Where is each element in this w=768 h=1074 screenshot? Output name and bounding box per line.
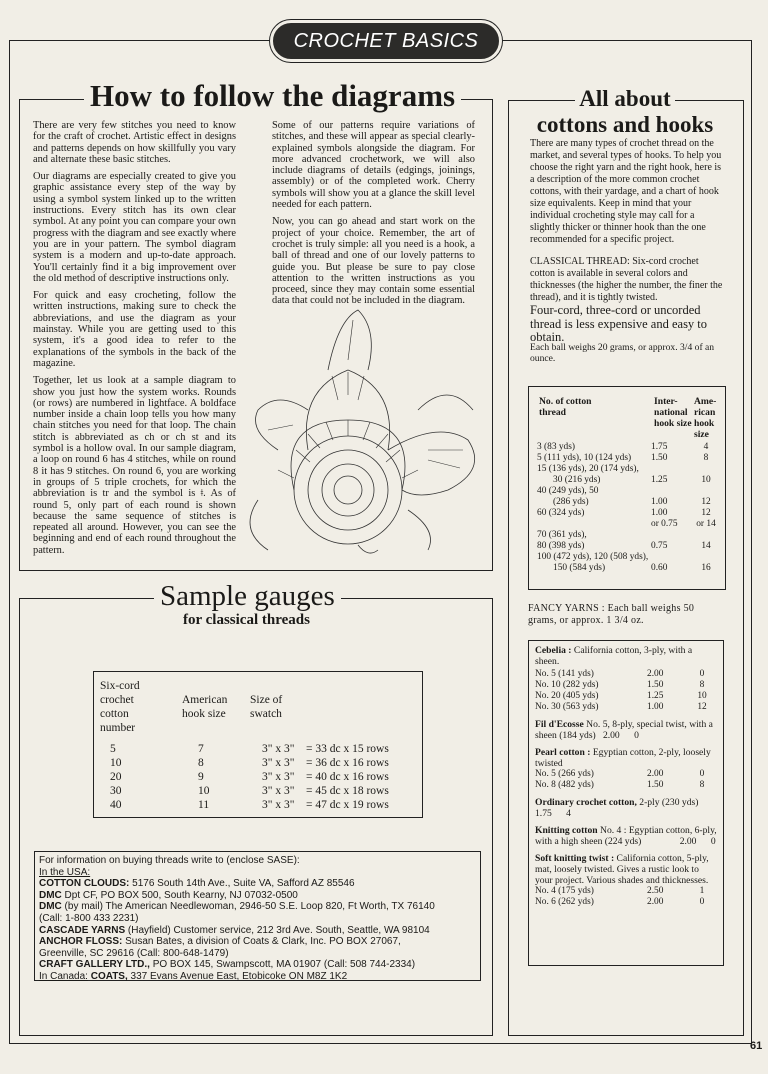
- cell: 1.25: [651, 475, 668, 485]
- supplier-address: (Call: 1-800 433 2231): [39, 912, 139, 924]
- yarn-name: Cebelia :: [535, 645, 572, 656]
- col-header-swatch: Size of swatch: [250, 694, 283, 720]
- table-row: [100, 784, 420, 798]
- cell: 15 (136 yds), 20 (174 yds),: [537, 464, 639, 474]
- yarn-name: Ordinary crochet cotton,: [535, 797, 637, 808]
- th-cotton: No. of cotton thread: [539, 396, 592, 418]
- table-row: [535, 780, 717, 791]
- hook-rows: [537, 442, 721, 574]
- supplier-name: DMC: [39, 889, 62, 901]
- table-row: [100, 798, 420, 812]
- table-row: [537, 453, 721, 464]
- paragraph: Now, you can go ahead and start work on the project of your choice. Remember, the art of crochet is truly simple: all you need is a hook, a ball of thread and one of our lovely patterns to guide you. But please be sure to pay close attention to the written instructions as you proceed, since they may contain some essential data that could not be included in the diagram.: [272, 216, 475, 307]
- cell: 0.60: [651, 563, 668, 573]
- cell: 1.00: [651, 508, 668, 518]
- cell: or 14: [696, 519, 716, 529]
- banner-text: CROCHET BASICS: [293, 29, 479, 52]
- cell: 8: [703, 453, 709, 463]
- table-row: [537, 442, 721, 453]
- supplier-name: COTTON CLOUDS:: [39, 878, 130, 890]
- gauges-title: Sample gauges: [154, 582, 341, 611]
- cell: 80 (398 yds): [537, 541, 585, 551]
- cell: 10: [198, 785, 210, 797]
- cell: = 33 dc x 15 rows: [306, 743, 389, 755]
- yarn-name: Soft knitting twist :: [535, 853, 615, 864]
- supplier-info-box: [34, 851, 481, 981]
- yarn-cebelia: [535, 645, 717, 667]
- info-line: [39, 913, 476, 925]
- supplier-name: CASCADE YARNS: [39, 924, 126, 936]
- cottons-title-line2: cottons and hooks: [536, 112, 714, 137]
- cell: 40 (249 yds), 50: [537, 486, 599, 496]
- table-row: [537, 464, 721, 475]
- yarn-name: Pearl cotton :: [535, 747, 591, 758]
- cell: [691, 530, 721, 541]
- cell: 10: [110, 757, 122, 769]
- yarn-desc: 2-ply (230 yds) 1.75 4: [535, 797, 756, 819]
- cell: No. 6 (262 yds): [535, 897, 594, 907]
- fancy-yarns: FANCY YARNS : Each ball weighs 50 grams, or approx. 1 3/4 oz.: [528, 603, 695, 626]
- col-header-cotton: Six-cord crochet cotton number: [100, 680, 140, 734]
- table-row: [100, 756, 420, 770]
- cell: 60 (324 yds): [537, 508, 585, 518]
- cell: 30 (216 yds): [553, 475, 601, 485]
- supplier-address: Susan Bates, a division of Coats & Clark, Inc. PO BOX 27067,: [122, 936, 401, 948]
- cell: = 45 dc x 18 rows: [306, 785, 389, 797]
- cell: [651, 486, 691, 497]
- cell: 3" x 3": [262, 799, 295, 811]
- cell: 1.25: [647, 691, 664, 701]
- info-line: [39, 901, 476, 913]
- cell: 8: [198, 757, 204, 769]
- table-row: [537, 519, 721, 530]
- cell: 30: [110, 785, 122, 797]
- yarn-knitting: [535, 825, 720, 847]
- yarn-desc: California cotton, 5-ply, mat, loosely twisted. Gives a rustic look to your project. Various shades and thicknesses.: [535, 853, 709, 886]
- table-row: [535, 691, 717, 702]
- cell: 12: [701, 508, 711, 518]
- diagrams-right-column: [272, 120, 475, 313]
- yarn-ordinary: [535, 797, 756, 819]
- cell: = 36 dc x 16 rows: [306, 757, 389, 769]
- yarn-desc: California cotton, 3-ply, with a sheen.: [535, 645, 693, 667]
- cell: [691, 464, 721, 475]
- cell: 14: [701, 541, 711, 551]
- cell: 5 (111 yds), 10 (124 yds): [537, 453, 632, 463]
- supplier-name: CRAFT GALLERY LTD.,: [39, 959, 150, 971]
- cell: 2.00: [647, 769, 664, 779]
- supplier-name: COATS,: [87, 970, 128, 982]
- cell: 3" x 3": [262, 757, 295, 769]
- cottons-intro: There are many types of crochet thread on the market, and several types of hooks. To help you choose the right yarn and the right hook, here is a description of the more common crochet cottons, with their yardage, and a chart of hook size equivalents. Keep in mind that your individual crocheting style may call for a slightly thicker or thinner hook than the one recommended for a specific project.: [530, 138, 722, 245]
- gauges-table-box: [93, 671, 423, 818]
- classical-text: : Six-cord crochet cotton is available in several colors and thicknesses (the higher the number, the finer the thread), and it is tightly twisted.: [530, 256, 723, 303]
- cottons-title-line1: All about: [575, 86, 674, 111]
- info-line: [39, 959, 476, 971]
- cell: 3" x 3": [262, 785, 295, 797]
- yarn-name: Fil d'Ecosse: [535, 719, 584, 730]
- table-row: [535, 702, 717, 713]
- supplier-name: ANCHOR FLOSS:: [39, 936, 123, 948]
- info-line: [39, 890, 476, 902]
- table-row: [535, 769, 717, 780]
- table-row: [535, 886, 717, 897]
- table-row: [537, 552, 721, 563]
- classical-thread: [530, 256, 724, 304]
- section-banner: [270, 20, 502, 62]
- cell: 1.00: [651, 497, 668, 507]
- yarn-name: Knitting cotton: [535, 825, 598, 836]
- col-header-hook: American hook size: [182, 694, 228, 720]
- table-row: [535, 669, 717, 680]
- info-line: [39, 948, 476, 960]
- table-row: [537, 541, 721, 552]
- cell: 2.00: [647, 897, 664, 907]
- cell: [691, 552, 721, 563]
- cell: (286 yds): [553, 497, 589, 507]
- yarn-soft-twist: [535, 853, 717, 886]
- cell: = 47 dc x 19 rows: [306, 799, 389, 811]
- cell: No. 5 (141 yds): [535, 669, 594, 679]
- cell: 0: [699, 897, 705, 907]
- gauges-rows: [100, 742, 420, 812]
- info-line: [39, 925, 476, 937]
- fourcord-text: Four-cord, three-cord or uncorded thread is less expensive and easy to obtain.: [530, 303, 708, 344]
- cell: 1.00: [647, 702, 664, 712]
- cell: 40: [110, 799, 122, 811]
- gauges-subtitle: for classical threads: [183, 612, 310, 628]
- cell: 2.50: [647, 886, 664, 896]
- cell: [651, 530, 691, 541]
- supplier-address: PO BOX 145, Swampscott, MA 01907 (Call: 508 744-2334): [149, 959, 416, 971]
- table-row: [537, 530, 721, 541]
- cell: 1.75: [651, 442, 668, 452]
- cell: 10: [701, 475, 711, 485]
- cell: No. 20 (405 yds): [535, 691, 599, 701]
- supplier-address: (Hayfield) Customer service, 212 3rd Ave. South, Seattle, WA 98104: [125, 924, 430, 936]
- supplier-address: 5176 South 14th Ave., Suite VA, Safford AZ 85546: [129, 878, 355, 890]
- cell: 8: [699, 680, 705, 690]
- cell: 2.00: [647, 669, 664, 679]
- cell: 20: [110, 771, 122, 783]
- supplier-address: Dpt CF, PO BOX 500, South Kearny, NJ 07032-0500: [61, 889, 298, 901]
- info-line: [39, 878, 476, 890]
- info-line: [39, 971, 476, 983]
- cell: 16: [701, 563, 711, 573]
- cell: [651, 464, 691, 475]
- supplier-name: DMC: [39, 901, 62, 913]
- page-number: 61: [750, 1040, 763, 1052]
- yarn-desc: No. 4 : Egyptian cotton, 6-ply, with a high sheen (224 yds) 2.00 0: [535, 825, 720, 847]
- th-american: Ame-rican hook size: [694, 396, 717, 440]
- cell: or 0.75: [651, 519, 678, 529]
- table-row: [535, 897, 717, 908]
- hook-size-table: [528, 386, 726, 590]
- cell: 1.50: [647, 680, 664, 690]
- table-row: [535, 680, 717, 691]
- cell: 4: [703, 442, 709, 452]
- cell: 7: [198, 743, 204, 755]
- yarn-fil-decosse: [535, 719, 717, 741]
- yarn-pearl: [535, 747, 717, 769]
- table-row: [537, 563, 721, 574]
- cell: 0: [699, 669, 705, 679]
- cell: = 40 dc x 16 rows: [306, 771, 389, 783]
- cell: 8: [699, 780, 705, 790]
- cell: No. 30 (563 yds): [535, 702, 599, 712]
- cell: 5: [110, 743, 116, 755]
- paragraph: Our diagrams are especially created to give you graphic assistance every step of the way by using a symbol system linked up to the written instructions. Every stitch has its own clear symbol. At any point you can compare your own progress with the diagram and see exactly where you are in your pattern. The symbol diagram system is a modern and up-to-date approach. You'll certainly find it a big improvement over the old method of descriptive instructions only.: [33, 171, 236, 284]
- cell: 70 (361 yds),: [537, 530, 587, 540]
- cell: 3 (83 yds): [537, 442, 576, 452]
- cell: 11: [198, 799, 210, 811]
- cell: 1: [699, 886, 705, 896]
- cottons-title: [518, 86, 732, 138]
- supplier-address: 337 Evans Avenue East, Etobicoke ON M8Z 1K2: [127, 970, 348, 982]
- yarn-desc: Egyptian cotton, 2-ply, loosely twisted: [535, 747, 711, 769]
- cell: [691, 486, 721, 497]
- cell: 10: [697, 691, 707, 701]
- fancy-yarns-table: [528, 640, 756, 966]
- cell: No. 4 (175 yds): [535, 886, 594, 896]
- cell: No. 10 (282 yds): [535, 680, 599, 690]
- cell: 12: [697, 702, 707, 712]
- paragraph: Together, let us look at a sample diagram to show you just how the system works. Rounds (or rows) are numbered in lightface. A boldface number inside a chain loop tells you how many chain stitches you need for that loop. The chain stitch is abbreviated as ch or ch st and its symbol is a hollow oval. In our sample diagram, a loop on round 6 has 4 stitches, while on round 8 it has 9 stitches. On round 6, you are working in groups of 5 triple crochets, for which the abbreviation is tr and the symbol is ǂ. As of round 5, only part of each round is shown because the same sequence of stitches is repeated all around. However, you can see the beginning and end of each round throughout the pattern.: [33, 375, 236, 556]
- cell: 3" x 3": [262, 743, 295, 755]
- table-row: [537, 508, 721, 519]
- table-row: [100, 770, 420, 784]
- table-row: [100, 742, 420, 756]
- cell: 12: [701, 497, 711, 507]
- cell: 100 (472 yds), 120 (508 yds),: [537, 552, 649, 562]
- info-line: [39, 936, 476, 948]
- cell: No. 5 (266 yds): [535, 769, 594, 779]
- cell: 3" x 3": [262, 771, 295, 783]
- table-row: [537, 497, 721, 508]
- info-intro: For information on buying threads write to (enclose SASE):: [39, 855, 300, 866]
- yarn-desc: No. 5, 8-ply, special twist, with a sheen (184 yds) 2.00 0: [535, 719, 716, 741]
- cell: 0: [699, 769, 705, 779]
- table-row: [537, 475, 721, 486]
- cell: 150 (584 yds): [553, 563, 606, 573]
- table-row: [537, 486, 721, 497]
- cell: 1.50: [651, 453, 668, 463]
- info-canada: In Canada:: [39, 970, 88, 982]
- paragraph: There are very few stitches you need to know for the craft of crochet. Artistic effect in designs and patterns depends on how skillfully you vary and alternate these basic stitches.: [33, 120, 236, 165]
- cell: 1.50: [647, 780, 664, 790]
- supplier-address: Greenville, SC 29616 (Call: 800-648-1479): [39, 947, 229, 959]
- cell: 0.75: [651, 541, 668, 551]
- cell: [651, 552, 691, 563]
- cell: No. 8 (482 yds): [535, 780, 594, 790]
- supplier-address: (by mail) The American Needlewoman, 2946-50 S.E. Loop 820, Ft Worth, TX 76140: [61, 901, 435, 913]
- ball-weight: Each ball weighs 20 grams, or approx. 3/4 of an ounce.: [530, 342, 715, 364]
- th-international: Inter-national hook size: [654, 396, 692, 429]
- info-usa: In the USA:: [39, 866, 91, 878]
- cell: 9: [198, 771, 204, 783]
- diagrams-title: How to follow the diagrams: [84, 80, 461, 111]
- classical-label: CLASSICAL THREAD: [530, 256, 627, 267]
- paragraph: For quick and easy crocheting, follow the written instructions, making sure to check the abbreviations, and use the diagram as your mainstay. While you are getting used to this system, it's a good idea to refer to the explanations of the symbols in the back of the magazine.: [33, 290, 236, 369]
- crochet-diagram: [238, 300, 490, 562]
- diagrams-left-column: [33, 120, 236, 562]
- cell: [537, 519, 651, 530]
- paragraph: Some of our patterns require variations of stitches, and these will appear as special clearly-explained symbols alongside the diagram. For more advanced crochetwork, we will also include diagrams of details (edgings, joinings, assembly) or of the completed work. Cherry symbols will show you at a glance the skill level needed for each pattern.: [272, 120, 475, 211]
